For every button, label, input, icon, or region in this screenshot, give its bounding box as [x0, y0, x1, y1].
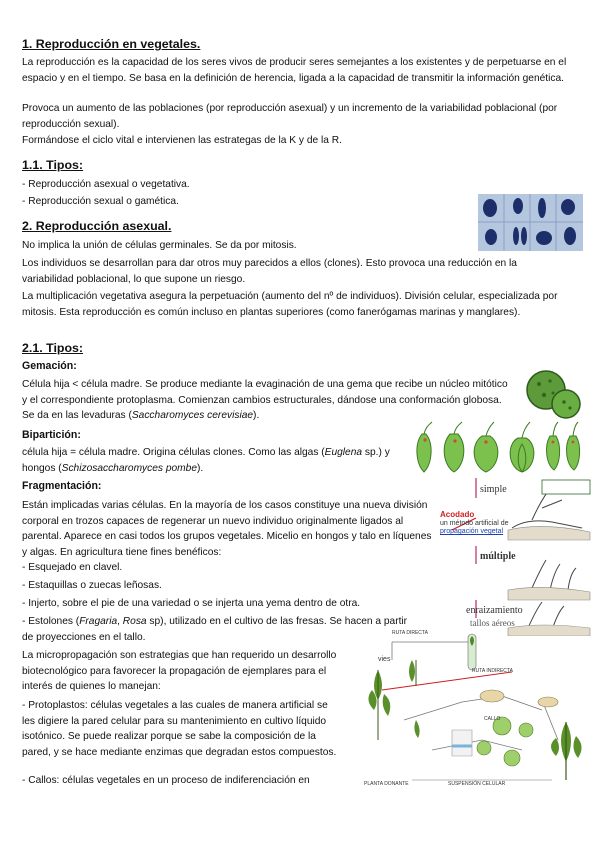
micropropagation-diagram	[352, 630, 592, 790]
planta-donante-label: PLANTA DONANTE	[364, 781, 409, 787]
suspension-label: SUSPENSIÓN CELULAR	[448, 781, 506, 787]
vies-label: vies	[378, 656, 391, 663]
mitosis-micrograph	[478, 194, 583, 251]
list-item: - Estolones (Fragaria, Rosa sp), utilizado en el cultivo de las fresas. Se hacen a partir de proyecciones en el tallo.	[22, 616, 408, 643]
biparticion-heading: Bipartición:	[22, 429, 81, 441]
list-item: - Reproducción sexual o gamética.	[22, 196, 179, 207]
fragmentacion-text: Están implicadas varias células. En la mayoría de los casos constituye una nueva división corporal en trozos capaces de regenerar un nuevo individuo originalmente ligados al parental. Aparece en casi todos los grupos vegetales. Micelio en hongos y talo en líquenes y algas. En agricultura tiene fines benéficos:	[22, 500, 432, 558]
biparticion-text: célula hija = célula madre. Origina células clones. Como las algas (Euglena sp.) y hongos (Schizosaccharomyces pombe).	[22, 447, 390, 474]
micropropagacion-text: La micropropagación son estrategias que han requerido un desarrollo biotecnológico para favorecer la propagación de ejemplares para el interés de quienes lo manejan:	[22, 650, 337, 693]
callo-label: CALLO	[484, 716, 501, 722]
section-2-title: 2. Reproducción asexual.	[22, 219, 172, 233]
section-2-1-title: 2.1. Tipos:	[22, 341, 84, 355]
section-1-title: 1. Reproducción en vegetales.	[22, 37, 201, 51]
fragmentacion-heading: Fragmentación:	[22, 480, 102, 492]
acodado-definition: un método artificial de	[440, 520, 509, 527]
ruta-indirecta-label: RUTA INDIRECTA	[472, 668, 513, 674]
simple-label: simple	[480, 484, 507, 495]
section-1-paragraph-2: Provoca un aumento de las poblaciones (por reproducción asexual) y un incremento de la variabilidad poblacional (por reproducción sexual).	[22, 103, 558, 130]
section-2-paragraph-3: La multiplicación vegetativa asegura la perpetuación (aumento del nº de individuos). División celular, especializada por mitosis. Esta reproducción es común incluso en plantas superiores (como fanerógamas marinas y manglares).	[22, 291, 558, 318]
list-item: - Injerto, sobre el pie de una variedad o se injerta una yema dentro de otra.	[22, 598, 361, 609]
list-item: - Esquejado en clavel.	[22, 562, 123, 573]
section-2-paragraph-1: No implica la unión de células germinales. Se da por mitosis.	[22, 240, 297, 251]
section-2-paragraph-2: Los individuos se desarrollan para dar otros muy parecidos a ellos (clones). Esto provoca una reducción en la variabilidad poblacional, lo que supone un riesgo.	[22, 258, 517, 285]
enraizamiento-label: enraizamiento	[466, 605, 523, 616]
acodado-label: Acodado	[440, 510, 475, 519]
ruta-directa-label: RUTA DIRECTA	[392, 630, 428, 636]
gemacion-heading: Gemación:	[22, 360, 77, 372]
protoplastos-text: - Protoplastos: células vegetales a las cuales de manera artificial se les digiere la pared celular para su mantenimiento en cultivo líquido isotónico. Se puede realizar porque se sabe la composición de la pared, y se hace mediante enzimas que degradan estos compuestos.	[22, 700, 337, 758]
tallos-aereos-label: tallos aéreos	[470, 618, 515, 628]
acodado-link[interactable]: propagación vegetal	[440, 528, 504, 535]
euglena-division-image	[410, 420, 592, 480]
gemacion-text: Célula hija < célula madre. Se produce mediante la evaginación de una gema que recibe un núcleo mitótico y el correspondiente protoplasma. Comienzan cambios estructurales, dándose una conformación globosa. Se da en las levaduras (Saccharomyces cerevisiae).	[22, 379, 508, 422]
list-item: - Estaquillas o zuecas leñosas.	[22, 580, 162, 591]
yeast-budding-image	[524, 364, 582, 422]
callos-text: - Callos: células vegetales en un proceso de indiferenciación en	[22, 775, 310, 786]
section-1-paragraph-3: Formándose el ciclo vital e intervienen las estrategas de la K y de la R.	[22, 135, 342, 146]
list-item: - Reproducción asexual o vegetativa.	[22, 179, 190, 190]
multiple-label: múltiple	[480, 551, 516, 562]
section-1-1-title: 1.1. Tipos:	[22, 158, 84, 172]
layering-figure	[432, 478, 592, 636]
section-1-paragraph-1: La reproducción es la capacidad de los seres vivos de producir seres semejantes a los existentes y de perpetuarse en el espacio y en el tiempo. Se basa en la definición de herencia, ligada a la capacidad de transmitir la información genética.	[22, 57, 567, 84]
